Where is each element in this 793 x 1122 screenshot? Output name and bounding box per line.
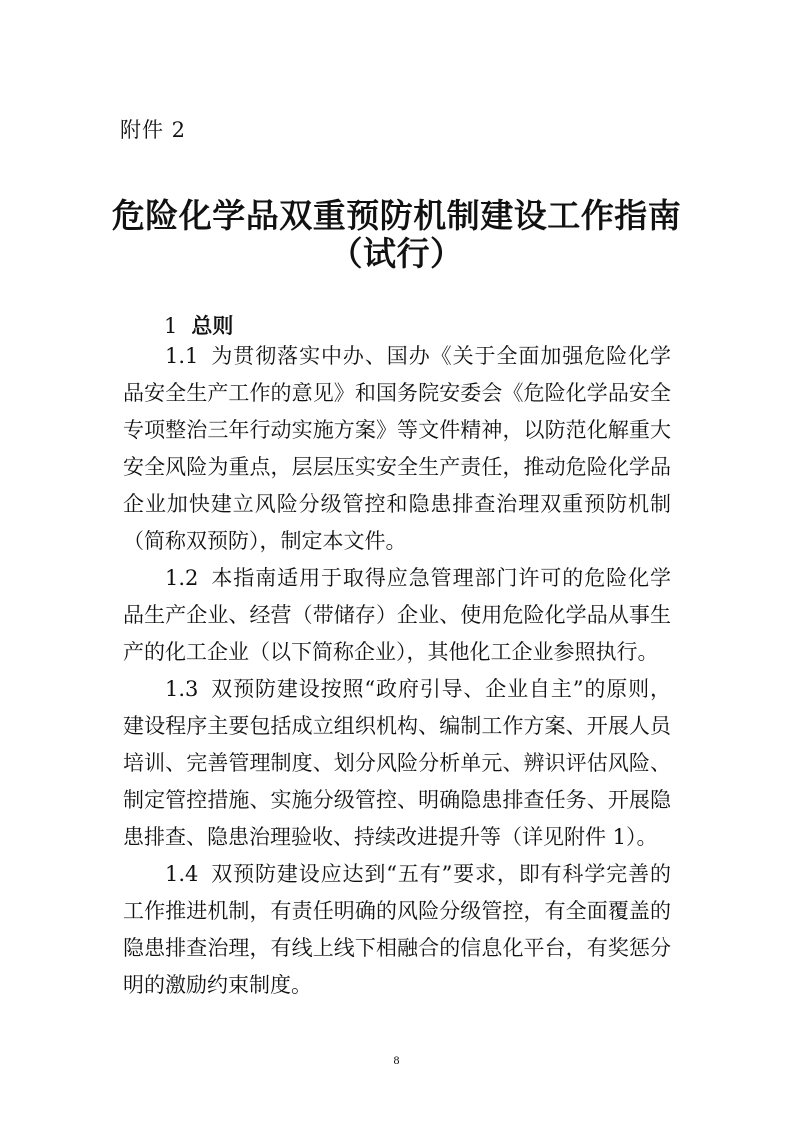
paragraph-text: 双预防建设应达到“五有”要求，即有科学完善的工作推进机制，有责任明确的风险分级管控，有全面覆盖的隐患排查治理，有线上线下相融合的信息化平台，有奖惩分明的激励约束制度。 xyxy=(123,862,671,997)
section-number: 1 xyxy=(164,314,178,338)
paragraph-1-4 xyxy=(123,856,671,1004)
section-heading xyxy=(164,310,233,340)
paragraph-1-3 xyxy=(123,671,671,856)
paragraph-number: 1.4 xyxy=(165,862,199,886)
paragraph-text: 为贯彻落实中办、国办《关于全面加强危险化学品安全生产工作的意见》和国务院安委会《危险化学品安全专项整治三年行动实施方案》等文件精神，以防范化解重大安全风险为重点，层层压实安全生产责任，推动危险化学品企业加快建立风险分级管控和隐患排查治理双重预防机制（简称双预防），制定本文件。 xyxy=(123,344,671,553)
paragraph-1-1 xyxy=(123,338,671,560)
document-title-note: （试行） xyxy=(329,234,464,273)
document-title: 危险化学品双重预防机制建设工作指南 xyxy=(111,196,682,235)
attachment-label: 附件 2 xyxy=(120,118,187,142)
paragraph-text: 双预防建设按照“政府引导、企业自主”的原则，建设程序主要包括成立组织机构、编制工作方案、开展人员培训、完善管理制度、划分风险分析单元、辨识评估风险、制定管控措施、实施分级管控、明确隐患排查任务、开展隐患排查、隐患治理验收、持续改进提升等（详见附件 1）。 xyxy=(123,677,671,849)
paragraph-number: 1.2 xyxy=(165,566,199,590)
paragraph-number: 1.1 xyxy=(165,344,199,368)
page-number: 8 xyxy=(393,1053,400,1067)
paragraph-text: 本指南适用于取得应急管理部门许可的危险化学品生产企业、经营（带储存）企业、使用危险化学品从事生产的化工企业（以下简称企业），其他化工企业参照执行。 xyxy=(123,566,671,664)
paragraph-1-2 xyxy=(123,560,671,671)
section-title: 总则 xyxy=(191,314,234,338)
paragraph-number: 1.3 xyxy=(165,677,199,701)
